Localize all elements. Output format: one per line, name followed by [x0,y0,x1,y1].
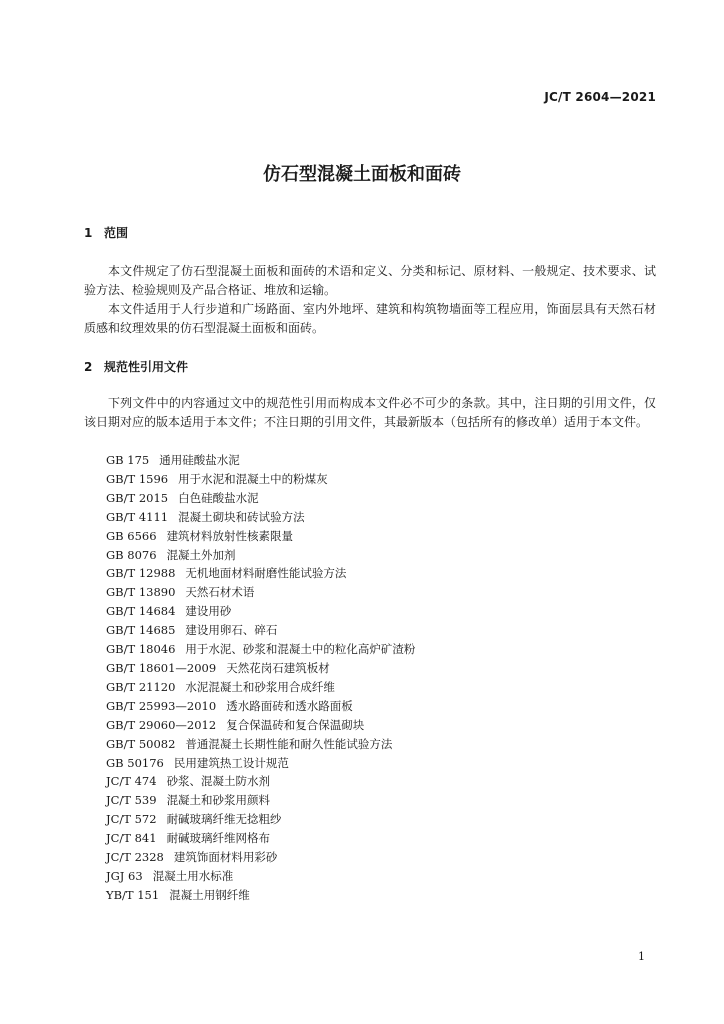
reference-code: GB/T 4111 [106,509,169,524]
references-intro: 下列文件中的内容通过文中的规范性引用而构成本文件必不可少的条款。其中，注日期的引用文件，仅该日期对应的版本适用于本文件；不注日期的引用文件，其最新版本（包括所有的修改单）适用于本文件。 [84,396,656,429]
section-2-heading [84,358,188,375]
reference-item [106,829,415,848]
reference-title: 混凝土用水标准 [152,868,234,883]
reference-code: GB/T 18601—2009 [106,660,217,675]
reference-title: 白色硅酸盐水泥 [178,490,259,505]
scope-paragraph-1: 本文件规定了仿石型混凝土面板和面砖的术语和定义、分类和标记、原材料、一般规定、技术要求、试验方法、检验规则及产品合格证、堆放和运输。 [84,264,656,297]
reference-title: 用于水泥、砂浆和混凝土中的粒化高炉矿渣粉 [185,642,416,657]
reference-title: 混凝土砌块和砖试验方法 [178,509,305,524]
reference-code: JC/T 841 [106,831,157,846]
reference-code: GB/T 18046 [106,642,176,657]
reference-title: 耐碱玻璃纤维无捻粗纱 [166,812,282,827]
reference-title: 普通混凝土长期性能和耐久性能试验方法 [185,736,393,751]
reference-code: YB/T 151 [106,887,160,902]
reference-item [106,754,415,773]
reference-code: GB/T 1596 [106,471,169,486]
section-1-number: 1 [84,226,93,240]
reference-item [106,659,415,678]
reference-item [106,470,415,489]
reference-item [106,810,415,829]
reference-item [106,716,415,735]
reference-item [106,546,415,565]
reference-title: 建筑饰面材料用彩砂 [173,850,278,865]
standard-number: JC/T 2604—2021 [544,90,656,104]
reference-title: 无机地面材料耐磨性能试验方法 [185,566,347,581]
reference-code: JC/T 2328 [106,850,164,865]
reference-item [106,527,415,546]
reference-title: 用于水泥和混凝土中的粉煤灰 [178,471,328,486]
reference-item [106,489,415,508]
reference-item [106,451,415,470]
reference-item [106,621,415,640]
reference-title: 建设用卵石、碎石 [185,623,278,638]
reference-item [106,791,415,810]
reference-code: GB/T 14685 [106,623,176,638]
reference-item [106,508,415,527]
reference-item [106,564,415,583]
reference-title: 透水路面砖和透水路面板 [226,698,353,713]
reference-item [106,772,415,791]
reference-title: 混凝土和砂浆用颜料 [166,793,271,808]
reference-code: JC/T 539 [106,793,157,808]
scope-paragraph-2: 本文件适用于人行步道和广场路面、室内外地坪、建筑和构筑物墙面等工程应用，饰面层具有天然石材质感和纹理效果的仿石型混凝土面板和面砖。 [84,302,656,335]
reference-title: 建设用砂 [185,604,232,619]
reference-item [106,640,415,659]
reference-title: 通用硅酸盐水泥 [159,453,240,467]
reference-title: 复合保温砖和复合保温砌块 [226,717,365,732]
section-1-title: 范围 [104,226,129,240]
reference-item [106,848,415,867]
reference-title: 天然石材术语 [185,585,255,600]
reference-title: 水泥混凝土和砂浆用合成纤维 [185,679,335,694]
reference-item [106,678,415,697]
reference-title: 混凝土外加剂 [166,547,236,562]
reference-title: 耐碱玻璃纤维网格布 [166,831,271,846]
reference-item [106,867,415,886]
reference-title: 混凝土用钢纤维 [169,887,250,902]
reference-code: GB/T 13890 [106,585,176,600]
document-title: 仿石型混凝土面板和面砖 [263,164,461,185]
section-2-title: 规范性引用文件 [104,360,189,374]
section-2-number: 2 [84,360,93,374]
reference-item [106,602,415,621]
reference-code: GB 175 [106,453,150,467]
reference-code: GB/T 29060—2012 [106,717,217,732]
reference-item [106,735,415,754]
reference-title: 砂浆、混凝土防水剂 [166,774,271,789]
reference-item [106,583,415,602]
reference-code: GB 6566 [106,528,157,543]
reference-item [106,697,415,716]
reference-code: GB/T 25993—2010 [106,698,217,713]
reference-code: GB/T 21120 [106,679,176,694]
reference-code: GB/T 12988 [106,566,176,581]
reference-code: JGJ 63 [106,868,143,883]
reference-code: GB 8076 [106,547,157,562]
page-number: 1 [638,950,645,963]
reference-code: JC/T 572 [106,812,157,827]
reference-title: 天然花岗石建筑板材 [226,660,330,675]
reference-code: GB 50176 [106,755,164,770]
section-1-heading [84,224,128,241]
reference-item [106,886,415,905]
reference-code: GB/T 2015 [106,490,169,505]
reference-code: GB/T 50082 [106,736,176,751]
reference-title: 建筑材料放射性核素限量 [166,528,294,543]
reference-title: 民用建筑热工设计规范 [173,755,289,770]
reference-list [106,451,415,905]
reference-code: GB/T 14684 [106,604,176,619]
reference-code: JC/T 474 [106,774,157,789]
